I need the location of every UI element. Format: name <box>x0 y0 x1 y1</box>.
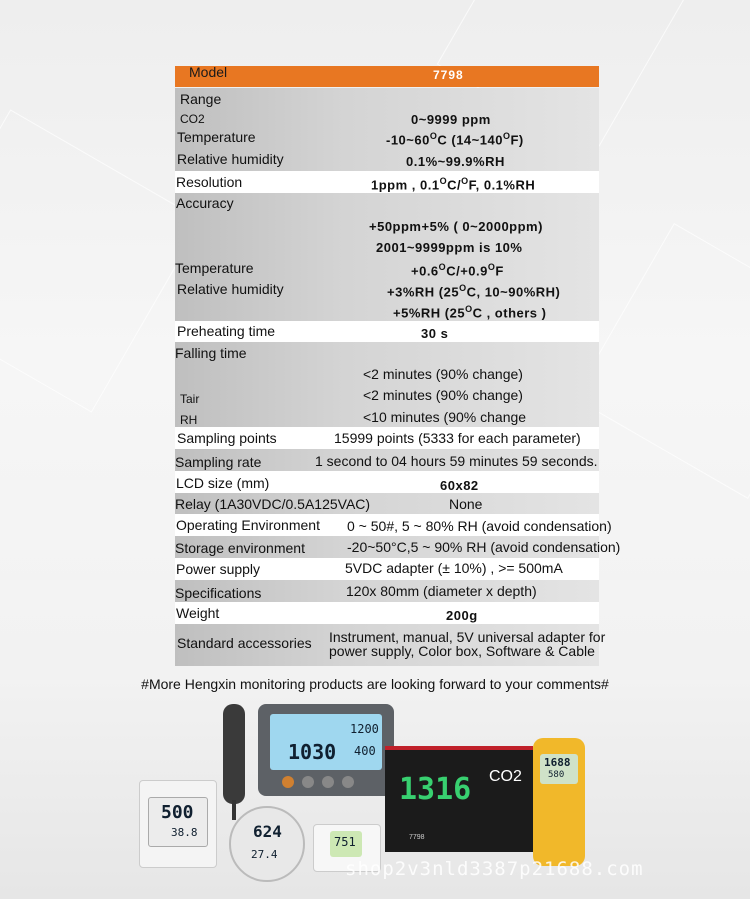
relay-value: None <box>449 496 483 512</box>
preheating-label: Preheating time <box>177 323 276 339</box>
wall-unit-device <box>258 704 394 796</box>
falling-tair-label: Tair <box>180 392 200 406</box>
accuracy-humidity-line1: +3%RH ($25^OC$, 10~90%RH) <box>387 283 561 300</box>
accessories-line2: power supply, Color box, Software & Cable <box>329 643 595 659</box>
accessories-row <box>175 624 606 666</box>
operating-environment-row <box>175 514 612 536</box>
small-unit-value: 751 <box>334 835 356 849</box>
accuracy-temperature-value: $+0.6^OC/+0.9^OF$ <box>411 262 504 279</box>
relay-row <box>175 493 599 514</box>
big-co2-display-device <box>385 746 533 852</box>
round-unit-value2: 27.4 <box>251 848 278 861</box>
model-value: 7798 <box>433 68 464 82</box>
handheld-value2: 580 <box>548 770 565 780</box>
resolution-label: Resolution <box>176 174 243 190</box>
wall-unit-screen <box>270 714 382 770</box>
range-temperature-label: Temperature <box>177 129 256 145</box>
resolution-value: 1ppm , $0.1^OC/^OF$, 0.1%RH <box>371 176 536 193</box>
sampling-rate-value: 1 second to 04 hours 59 minutes 59 seconds. <box>315 453 598 469</box>
background-hexagon <box>573 223 750 499</box>
weight-label: Weight <box>176 605 220 621</box>
storage-environment-value: -20~50°C,5 ~ 90% RH (avoid condensation) <box>347 539 621 555</box>
sampling-points-row <box>175 427 599 449</box>
specifications-row <box>175 580 599 602</box>
accuracy-humidity-label: Relative humidity <box>177 281 284 297</box>
model-label: Model <box>189 64 228 80</box>
wall-unit-value2: 1200 <box>350 722 379 736</box>
range-label: Range <box>180 91 222 107</box>
small-unit-screen <box>330 831 362 857</box>
accuracy-label: Accuracy <box>176 195 234 211</box>
lcd-size-row <box>175 471 599 493</box>
lcd-size-value: 60x82 <box>440 478 479 493</box>
accuracy-co2-line2: 2001~9999ppm is 10% <box>376 240 523 255</box>
accuracy-row <box>175 193 599 321</box>
weight-value: 200g <box>446 608 478 623</box>
falling-time-row <box>175 342 599 427</box>
round-unit-value1: 624 <box>253 822 282 841</box>
accessories-line1: Instrument, manual, 5V universal adapter for <box>329 629 606 645</box>
range-humidity-value: 0.1%~99.9%RH <box>406 154 505 169</box>
desk-unit-device <box>139 780 217 868</box>
wall-unit-value3: 400 <box>354 744 376 758</box>
wall-unit-value1: 1030 <box>288 740 337 764</box>
handheld-screen <box>540 754 578 784</box>
accuracy-temperature-label: Temperature <box>175 260 254 276</box>
accuracy-co2-line1: +50ppm+5% ( 0~2000ppm) <box>369 219 543 234</box>
probe-cable <box>232 800 236 820</box>
weight-row <box>175 602 599 624</box>
range-co2-value: 0~9999 ppm <box>411 112 491 127</box>
round-unit-device <box>229 806 305 882</box>
model-header-row <box>175 66 599 87</box>
desk-unit-value2: 38.8 <box>171 826 198 839</box>
wall-unit-buttons <box>282 776 372 788</box>
preheating-value: 30 s <box>421 326 449 341</box>
accuracy-humidity-line2: +5%RH ($25^OC$ , others ) <box>393 304 547 321</box>
lcd-size-label: LCD size (mm) <box>176 475 270 491</box>
sampling-points-value: 15999 points (5333 for each parameter) <box>334 430 581 446</box>
handheld-device <box>533 738 585 866</box>
big-display-model: 7798 <box>409 834 425 841</box>
falling-time-value2: <2 minutes (90% change) <box>363 387 523 403</box>
falling-rh-label: RH <box>180 413 198 427</box>
specifications-label: Specifications <box>175 585 262 601</box>
relay-label: Relay (1A30VDC/0.5A125VAC) <box>175 496 371 512</box>
falling-time-value3: <10 minutes (90% change <box>363 409 527 425</box>
background-hexagon <box>0 109 203 412</box>
range-temperature-value: $-10\sim 60^OC$ $(14\sim 140^OF)$ <box>386 131 524 148</box>
range-humidity-label: Relative humidity <box>177 151 284 167</box>
handheld-value1: 1688 <box>544 756 571 769</box>
range-co2-label: CO2 <box>180 112 205 126</box>
power-supply-label: Power supply <box>176 561 261 577</box>
operating-environment-label: Operating Environment <box>176 517 320 533</box>
sampling-points-label: Sampling points <box>177 430 277 446</box>
watermark: shop2v3nld3387p21688.com <box>345 858 644 880</box>
accessories-label: Standard accessories <box>177 635 312 651</box>
resolution-row <box>175 171 599 193</box>
big-display-unit: CO2 <box>489 768 522 785</box>
storage-environment-row <box>175 536 621 558</box>
specifications-value: 120x 80mm (diameter x depth) <box>346 583 537 599</box>
probe-device <box>223 704 245 804</box>
sampling-rate-label: Sampling rate <box>175 454 262 470</box>
footer-text: #More Hengxin monitoring products are looking forward to your comments# <box>141 676 609 692</box>
preheating-row <box>175 321 599 342</box>
falling-time-label: Falling time <box>175 345 247 361</box>
range-row <box>175 88 599 171</box>
desk-unit-screen <box>148 797 208 847</box>
power-supply-row <box>175 558 599 580</box>
operating-environment-value: 0 ~ 50#, 5 ~ 80% RH (avoid condensation) <box>347 518 612 534</box>
desk-unit-value1: 500 <box>161 802 194 823</box>
big-display-value: 1316 <box>399 772 472 807</box>
power-supply-value: 5VDC adapter (± 10%) , >= 500mA <box>345 560 563 576</box>
storage-environment-label: Storage environment <box>175 540 305 556</box>
sampling-rate-row <box>175 449 599 471</box>
falling-time-value1: <2 minutes (90% change) <box>363 366 523 382</box>
